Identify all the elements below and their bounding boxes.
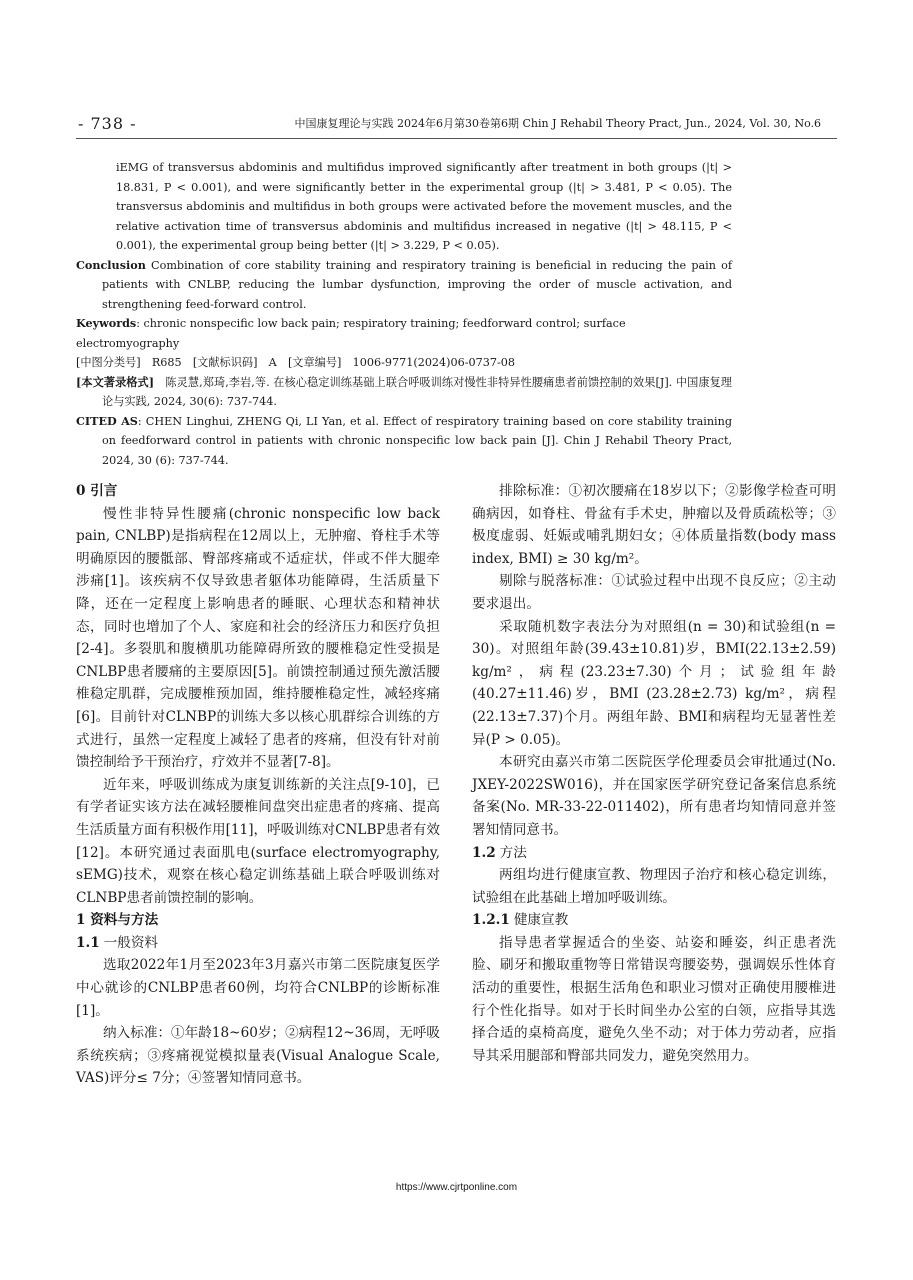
abstract-conclusion <box>76 256 732 315</box>
inclusion-criteria: 纳入标准：①年龄18~60岁；②病程12~36周，无呼吸系统疾病；③疼痛视觉模拟量表(Visual Analogue Scale, VAS)评分≤ 7分；④签署知情同意书。 <box>76 1025 440 1087</box>
running-header <box>76 112 837 139</box>
exclusion-criteria: 排除标准：①初次腰痛在18岁以下；②影像学检查可明确病因，如脊柱、骨盆有手术史，肿瘤以及骨质疏松等；③极度虚弱、妊娠或哺乳期妇女；④体质量指数(body mass index, BMI) ≥ 30 kg/m²。 <box>472 483 836 567</box>
conclusion-label: Conclusion <box>76 257 146 272</box>
left-column <box>76 480 440 1090</box>
dropout-criteria: 剔除与脱落标准：①试验过程中出现不良反应；②主动要求退出。 <box>472 573 836 612</box>
heading-general-data <box>76 932 440 955</box>
heading-methods: 1 资料与方法 <box>76 912 159 929</box>
journal-citation: 中国康复理论与实践 2024年6月第30卷第6期 Chin J Rehabil Theory Pract, Jun., 2024, Vol. 30, No.6 <box>294 117 821 130</box>
method-paragraph: 两组均进行健康宣教、物理因子治疗和核心稳定训练，试验组在此基础上增加呼吸训练。 <box>472 867 836 906</box>
intro-paragraph-2: 近年来，呼吸训练成为康复训练新的关注点[9-10]，已有学者证实该方法在减轻腰椎间盘突出症患者的疼痛、提高生活质量方面有积极作用[11]，呼吸训练对CNLBP患者有效[12]。本研究通过表面肌电(surface electromyography, sEMG)技术，观察在核心稳定训练基础上联合呼吸训练对CLNBP患者前馈控制的影响。 <box>76 776 440 906</box>
intro-paragraph-1: 慢性非特异性腰痛(chronic nonspecific low back pain, CNLBP)是指病程在12周以上，无肿瘤、脊柱手术等明确原因的腰骶部、臀部疼痛或不适症状，伴或不伴大腿牵涉痛[1]。该疾病不仅导致患者躯体功能障碍，生活质量下降，还在一定程度上影响患者的睡眠、心理状态和精神状态，同时也增加了个人、家庭和社会的经济压力和医疗负担[2-4]。多裂肌和腹横肌功能障碍所致的腰椎稳定性受损是CNLBP患者腰痛的主要原因[5]。前馈控制通过预先激活腰椎稳定肌群，完成腰椎预加固，维持腰椎稳定性，减轻疼痛[6]。目前针对CLNBP的训练大多以核心肌群综合训练的方式进行，虽然一定程度上减轻了患者的疼痛，但没有针对前馈控制给予干预治疗，疗效并不显著[7-8]。 <box>76 505 440 771</box>
heading-health-education <box>472 909 836 932</box>
abstract-section <box>76 158 732 470</box>
heading-general-data-number: 1.1 <box>76 934 100 951</box>
citation-cn-label: [本文著录格式] <box>76 374 155 389</box>
abstract-results-tail: iEMG of transversus abdominis and multifidus improved significantly after treatment in both groups (|t| > 18.831, P < 0.001), and were significantly better in the experimental group (|t| > 3.481, P < 0.05). The transversus abdominis and multifidus in both groups were activated before the movement muscles, and the relative activation time of transversus abdominis and multifidus increased in negative (|t| > 48.115, P < 0.001), the experimental group being better (|t| > 3.229, P < 0.05). <box>116 161 732 252</box>
heading-method-number: 1.2 <box>472 844 496 861</box>
heading-health-education-text: 健康宣教 <box>513 912 569 929</box>
page-number: - 738 - <box>78 114 137 133</box>
classification-line: [中图分类号] R685 [文献标识码] A [文章编号] 1006-9771(2024)06-0737-08 <box>76 356 516 369</box>
health-education-paragraph: 指导患者掌握适合的坐姿、站姿和睡姿，纠正患者洗脸、刷牙和搬取重物等日常错误弯腰姿势，强调娱乐性体育活动的重要性，根据生活角色和职业习惯对正确使用腰椎进行个性化指导。如对于长时间坐办公室的白领，应指导其选择合适的桌椅高度，避免久坐不动；对于体力劳动者，应指导其采用腿部和臀部共同发力，避免突然用力。 <box>472 934 836 1064</box>
heading-health-education-number: 1.2.1 <box>472 912 510 929</box>
general-data-paragraph: 选取2022年1月至2023年3月嘉兴市第二医院康复医学中心就诊的CNLBP患者60例，均符合CNLBP的诊断标准[1]。 <box>76 957 440 1019</box>
abstract-keywords <box>76 314 732 353</box>
grouping-paragraph: 采取随机数字表法分为对照组(n = 30)和试验组(n = 30)。对照组年龄(39.43±10.81)岁，BMI(22.13±2.59) kg/m²，病程(23.23±7.30)个月；试验组年龄(40.27±11.46)岁，BMI (23.28±2.73) kg/m²，病程(22.13±7.37)个月。两组年龄、BMI和病程均无显著性差异(P > 0.05)。 <box>472 618 836 748</box>
cited-as-label: CITED AS <box>76 413 138 428</box>
cited-as <box>76 412 732 471</box>
citation-cn <box>76 373 732 412</box>
keywords-text: : chronic nonspecific low back pain; respiratory training; feedforward control; surface electromyography <box>76 317 626 350</box>
heading-general-data-text: 一般资料 <box>103 934 159 951</box>
footer-url: https://www.cjrtponline.com <box>395 1182 518 1193</box>
conclusion-text: Combination of core stability training and respiratory training is beneficial in reducing the pain of patients with CNLBP, reducing the lumbar dysfunction, improving the order of muscle activation, and strengthening feed-forward control. <box>102 258 732 311</box>
heading-method <box>472 842 836 865</box>
cited-as-text: : CHEN Linghui, ZHENG Qi, LI Yan, et al. Effect of respiratory training based on core stability training on feedforward control in patients with chronic nonspecific low back pain [J]. Chin J Rehabil Theory Pract, 2024, 30 (6): 737-744. <box>102 414 732 467</box>
ethics-paragraph: 本研究由嘉兴市第二医院医学伦理委员会审批通过(No. JXEY-2022SW016)，并在国家医学研究登记备案信息系统备案(No. MR-33-22-011402)，所有患者均知情同意并签署知情同意书。 <box>472 754 836 838</box>
heading-introduction: 0 引言 <box>76 483 118 499</box>
citation-cn-text: 陈灵慧,郑琦,李岩,等. 在核心稳定训练基础上联合呼吸训练对慢性非特异性腰痛患者前馈控制的效果[J]. 中国康复理论与实践, 2024, 30(6): 737-744. <box>102 375 732 408</box>
right-column <box>472 480 836 1067</box>
heading-method-text: 方法 <box>499 844 527 861</box>
keywords-label: Keywords <box>76 316 137 330</box>
